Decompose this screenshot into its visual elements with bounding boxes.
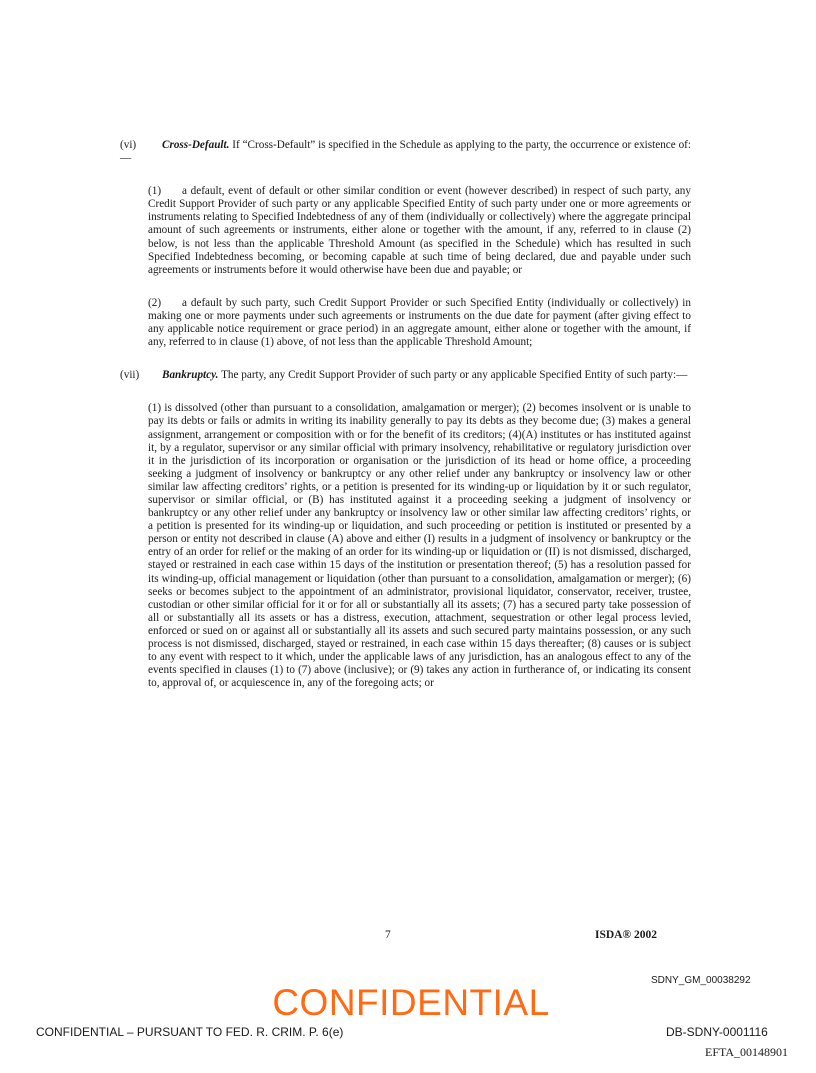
efta-id: EFTA_00148901 <box>705 1045 789 1059</box>
section-vii-title: Bankruptcy. <box>162 369 219 382</box>
clause-2-number: (2) <box>148 296 162 309</box>
clause-1-text: a default, event of default or other similar condition or event (however described) in respect of such party, any Credit Support Provider of such party or any applicable Specified Entity of such party under one or more agreements or instruments relating to Specified Indebtedness of any of them (individually or collectively) where the aggregate principal amount of such agreements or instruments, either alone or together with the amount, if any, referred to in clause (2) below, is not less than the applicable Threshold Amount (as specified in the Schedule) which has resulted in such Specified Indebtedness becoming, or becoming capable at such time of being declared, due and payable under such agreements or instruments before it would otherwise have been due and payable; or <box>148 185 691 276</box>
section-vii-number: (vii) <box>120 369 140 382</box>
section-vi-intro: If “Cross-Default” is specified in the Schedule as applying to the party, the occurrence or existence of:— <box>120 139 692 165</box>
section-vi-clause-2 <box>148 297 691 349</box>
confidential-stamp: CONFIDENTIAL <box>272 982 550 1023</box>
bates-number: SDNY_GM_00038292 <box>651 975 751 986</box>
section-vii-body: (1) is dissolved (other than pursuant to a consolidation, amalgamation or merger); (2) becomes insolvent or is unable to pay its debts or fails or admits in writing its inability generally to pay its debts as they become due; (3) makes a general assignment, arrangement or composition with or for the benefit of its creditors; (4)(A) institutes or has instituted against it, by a regulator, supervisor or any similar official with primary insolvency, rehabilitative or regulatory jurisdiction over it in the jurisdiction of its incorporation or organisation or the jurisdiction of its head or home office, a proceeding seeking a judgment of insolvency or bankruptcy or any other relief under any bankruptcy or insolvency law or other similar law affecting creditors’ rights, or a petition is presented for its winding-up or liquidation by it or such regulator, supervisor or similar official, or (B) has instituted against it a proceeding seeking a judgment of insolvency or bankruptcy or any other relief under any bankruptcy or insolvency law or other similar law affecting creditors’ rights, or a petition is presented for its winding-up or liquidation, and such proceeding or petition is instituted or presented by a person or entity not described in clause (A) above and either (I) results in a judgment of insolvency or bankruptcy or the entry of an order for relief or the making of an order for its winding-up or liquidation or (II) is not dismissed, discharged, stayed or restrained in each case within 15 days of the institution or presentation thereof; (5) has a resolution passed for its winding-up, official management or liquidation (other than pursuant to a consolidation, amalgamation or merger); (6) seeks or becomes subject to the appointment of an administrator, provisional liquidator, conservator, receiver, trustee, custodian or other similar official for it or for all or substantially all its assets; (7) has a secured party take possession of all or substantially all its assets or has a distress, execution, attachment, sequestration or other legal process levied, enforced or sued on or against all or substantially all its assets and such secured party maintains possession, or any such process is not dismissed, discharged, stayed or restrained, in each case within 15 days thereafter; (8) causes or is subject to any event with respect to it which, under the applicable laws of any jurisdiction, has an analogous effect to any of the events specified in clauses (1) to (7) above (inclusive); or (9) takes any action in furtherance of, or indicating its consent to, approval of, or acquiescence in, any of the foregoing acts; or <box>148 402 691 690</box>
section-vi-heading <box>120 139 691 165</box>
page-number: 7 <box>385 929 391 941</box>
isda-footer: ISDA® 2002 <box>595 929 657 941</box>
section-vii-heading <box>120 369 691 382</box>
clause-2-text: a default by such party, such Credit Support Provider or such Specified Entity (individually or collectively) in making one or more payments under such agreements or instruments on the due date for payment (after giving effect to any applicable notice requirement or grace period) in an aggregate amount, either alone or together with the amount, if any, referred to in clause (1) above, of not less than the applicable Threshold Amount; <box>148 296 691 349</box>
section-vii-intro: The party, any Credit Support Provider of such party or any applicable Specified Entity of such party:— <box>221 369 688 382</box>
clause-1-number: (1) <box>148 185 162 198</box>
confidential-notice: CONFIDENTIAL – PURSUANT TO FED. R. CRIM. P. 6(e) <box>36 1025 344 1039</box>
db-sdny-id: DB-SDNY-0001116 <box>666 1025 768 1039</box>
document-body <box>120 139 691 710</box>
section-vi-title: Cross-Default. <box>162 139 230 151</box>
section-vi-clause-1 <box>148 185 691 277</box>
section-vi-number: (vi) <box>120 139 137 151</box>
